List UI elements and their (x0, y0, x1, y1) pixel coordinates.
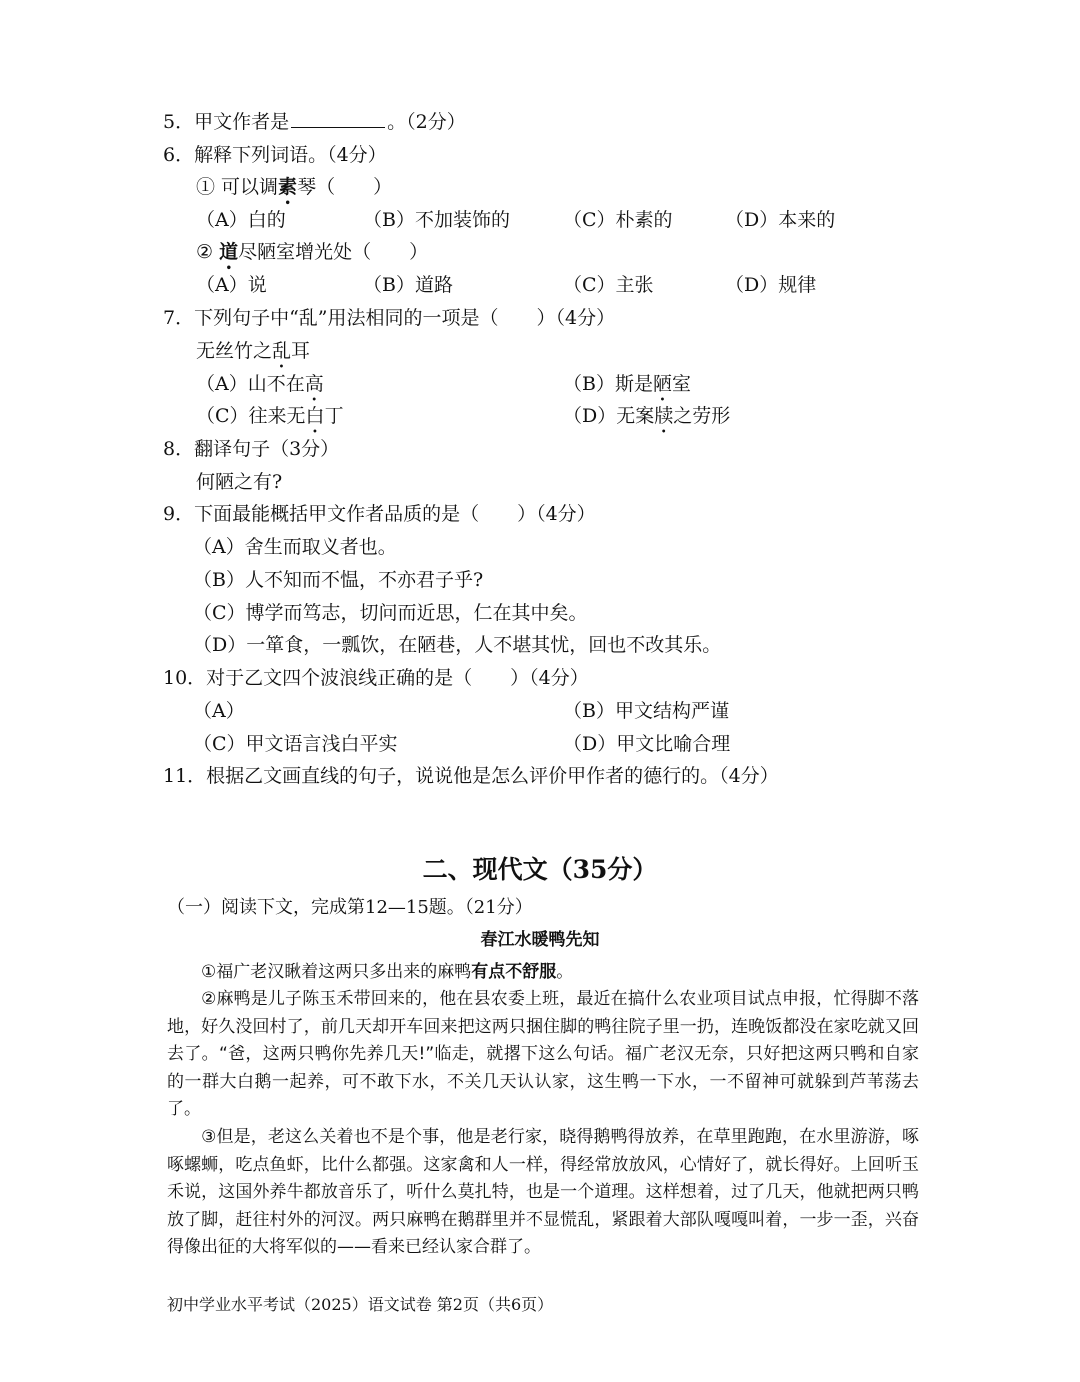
option-text: （B）斯是 (563, 373, 653, 395)
question-number: 5． (163, 111, 195, 133)
key-word: 素 (278, 176, 298, 198)
question-6-title: 6．解释下列词语。（4分） (163, 144, 387, 166)
option-6-1-b: （B）不加装饰的 (363, 209, 510, 231)
paragraph-text: ②麻鸭是儿子陈玉禾带回来的，他在县农委上班，最近在搞什么农业项目试点申报，忙得脚不落地，好久没回村了，前几天却开车回来把这两只捆住脚的鸭往院子里一扔，连晚饭都没在家吃就又回去了。“爸，这两只鸭你先养几天!”临走，就撂下这么句话。福广老汉无奈，只好把这两只鸭和自家的一群大白鹅一起养，可不敢下水，不关几天认认家，这生鸭一下水，一不留神可就躲到芦苇荡去了。 (167, 989, 919, 1119)
option-7-d (563, 403, 730, 438)
option-text: （A）山不在 (196, 373, 305, 395)
option-9-b: （B）人不知而不愠，不亦君子乎? (193, 569, 484, 591)
section-title: 二、现代文（35分） (422, 855, 658, 884)
paragraph-text: ③但是，老这么关着也不是个事，他是老行家，晓得鹅鸭得放养，在草里跑跑，在水里游游，啄啄螺蛳，吃点鱼虾，比什么都强。这家禽和人一样，得经常放放风，心情好了，就长得好。上回听玉禾说，这国外养牛都放音乐了，听什么莫扎特，也是一个道理。这样想着，过了几天，他就把两只鸭放了脚，赶往村外的河汊。两只麻鸭在鹅群里并不显慌乱，紧跟着大部队嘎嘎叫着，一步一歪，兴奋得像出征的大将军似的——看来已经认家合群了。 (167, 1127, 919, 1257)
option-6-1-d: （D）本来的 (725, 209, 836, 231)
option-9-c: （C）博学而笃志，切问而近思，仁在其中矣。 (193, 602, 588, 624)
option-7-a (196, 371, 324, 406)
page-footer: 初中学业水平考试（2025）语文试卷 第2页（共6页） (167, 1295, 554, 1314)
key-word: 陋 (652, 373, 672, 395)
item-text: 琴（ ） (297, 176, 393, 198)
option-6-1-c: （C）朴素的 (563, 209, 673, 231)
question-5 (163, 109, 466, 135)
option-9-a: （A）舍生而取义者也。 (193, 536, 397, 558)
option-7-b (563, 371, 691, 406)
key-word: 高 (304, 373, 324, 395)
item-text: ① 可以调 (196, 176, 279, 198)
option-text: 丁 (324, 405, 344, 427)
option-6-1-a: （A）白的 (196, 209, 286, 231)
question-6-item-2 (196, 239, 428, 274)
option-text: 室 (671, 373, 691, 395)
question-7-sentence (196, 338, 310, 373)
paragraph-text: 。 (556, 962, 574, 982)
key-word: 牍 (654, 405, 674, 427)
question-8-title: 8．翻译句子（3分） (163, 438, 340, 460)
paragraph-1 (167, 959, 919, 987)
passage-title: 春江水暖鸭先知 (480, 930, 600, 950)
sentence-text: 无丝竹之 (196, 340, 273, 362)
key-word: 白 (305, 405, 325, 427)
question-9-title: 9．下面最能概括甲文作者品质的是（ ）（4分） (163, 503, 596, 525)
question-10-title: 10．对于乙文四个波浪线正确的是（ ）（4分） (163, 667, 589, 689)
option-10-b: （B）甲文结构严谨 (563, 700, 729, 722)
paragraph-text: ①福广老汉瞅着这两只多出来的麻鸭 (201, 962, 472, 982)
option-10-a: （A） (193, 700, 245, 722)
paragraph-2 (167, 986, 919, 1124)
question-score: 。（2分） (387, 111, 466, 133)
option-9-d: （D）一箪食，一瓢饮，在陋巷，人不堪其忧，回也不改其乐。 (193, 634, 722, 656)
option-10-c: （C）甲文语言浅白平实 (193, 733, 398, 755)
sentence-text: 耳 (291, 340, 311, 362)
option-text: （D）无案 (563, 405, 655, 427)
question-11-title: 11．根据乙文画直线的句子，说说他是怎么评价甲作者的德行的。（4分） (163, 765, 779, 787)
option-6-2-a: （A）说 (196, 274, 267, 296)
option-text: （C）往来无 (196, 405, 306, 427)
question-6-item-1 (196, 174, 392, 209)
key-word: 乱 (272, 340, 292, 362)
option-6-2-c: （C）主张 (563, 274, 654, 296)
paragraph-3 (167, 1124, 919, 1262)
item-text: 尽陋室增光处（ ） (238, 241, 429, 263)
option-6-2-d: （D）规律 (725, 274, 817, 296)
question-text: 甲文作者是 (194, 111, 290, 133)
item-text: ② (196, 241, 220, 263)
question-8-sentence: 何陋之有? (196, 471, 283, 493)
section-subtitle: （一）阅读下文，完成第12—15题。（21分） (167, 897, 533, 918)
option-6-2-b: （B）道路 (363, 274, 453, 296)
key-word: 道 (219, 241, 239, 263)
option-7-c (196, 403, 344, 438)
question-7-title: 7．下列句子中“乱”用法相同的一项是（ ）（4分） (163, 307, 616, 329)
answer-blank (291, 109, 385, 128)
option-text: 之劳形 (673, 405, 731, 427)
bold-text: 有点不舒服 (471, 962, 557, 982)
option-10-d: （D）甲文比喻合理 (563, 733, 731, 755)
